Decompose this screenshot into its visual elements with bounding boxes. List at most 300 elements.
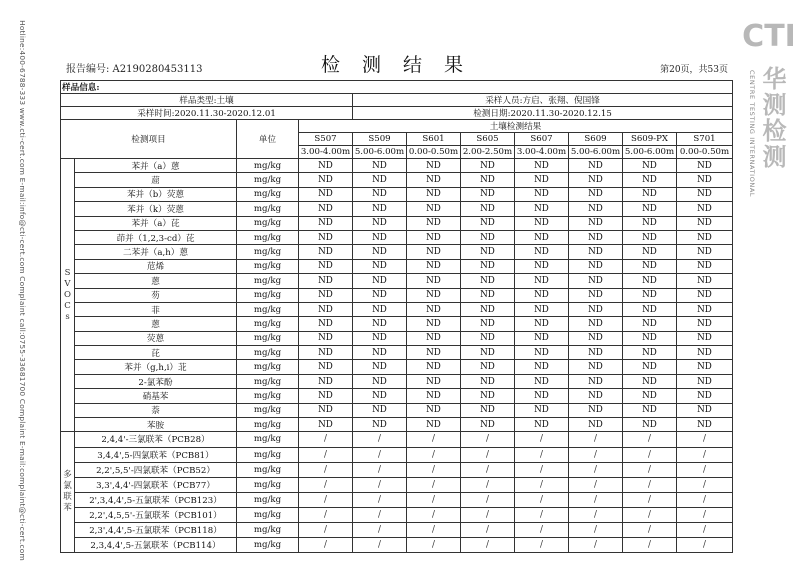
result-cell: / [407, 538, 461, 553]
result-cell: ND [515, 245, 569, 259]
result-cell: ND [623, 159, 677, 173]
result-cell: ND [299, 360, 353, 374]
result-cell: / [353, 522, 407, 537]
result-cell: / [407, 522, 461, 537]
result-cell: ND [515, 418, 569, 432]
group-header: 土壤检测结果 [299, 120, 733, 133]
item-unit: mg/kg [237, 302, 299, 316]
logo-english-name: CENTRE TESTING INTERNATIONAL [748, 70, 756, 198]
result-cell: ND [461, 173, 515, 187]
item-name: 苊烯 [75, 259, 237, 273]
result-cell: ND [515, 360, 569, 374]
item-name: 2',3,4,4',5-五氯联苯（PCB123） [75, 492, 237, 507]
item-name: 硝基苯 [75, 389, 237, 403]
result-cell: ND [461, 389, 515, 403]
depth-header: 3.00-4.00m [299, 146, 353, 159]
result-cell: ND [407, 288, 461, 302]
result-cell: / [569, 447, 623, 462]
result-cell: ND [677, 288, 733, 302]
result-cell: ND [353, 346, 407, 360]
item-unit: mg/kg [237, 346, 299, 360]
result-cell: / [623, 522, 677, 537]
result-cell: ND [407, 360, 461, 374]
depth-header: 0.00-0.50m [407, 146, 461, 159]
result-cell: ND [677, 259, 733, 273]
result-cell: ND [299, 302, 353, 316]
result-cell: ND [677, 230, 733, 244]
result-cell: ND [623, 173, 677, 187]
table-row [61, 389, 733, 403]
result-cell: ND [407, 331, 461, 345]
result-cell: / [353, 432, 407, 447]
result-cell: / [515, 447, 569, 462]
result-cell: ND [569, 418, 623, 432]
table-row [61, 432, 733, 447]
item-unit: mg/kg [237, 418, 299, 432]
item-unit: mg/kg [237, 331, 299, 345]
item-unit: mg/kg [237, 187, 299, 201]
result-cell: ND [407, 274, 461, 288]
table-row [61, 159, 733, 173]
result-cell: ND [353, 187, 407, 201]
table-row [61, 507, 733, 522]
result-cell: ND [515, 259, 569, 273]
item-name: 苯并（k）荧蒽 [75, 202, 237, 216]
result-cell: ND [569, 216, 623, 230]
result-cell: ND [353, 202, 407, 216]
result-cell: ND [569, 331, 623, 345]
result-cell: ND [515, 173, 569, 187]
result-cell: / [407, 507, 461, 522]
result-cell: ND [623, 302, 677, 316]
result-cell: ND [353, 389, 407, 403]
item-name: 2,2',4,5,5'-五氯联苯（PCB101） [75, 507, 237, 522]
table-row [61, 418, 733, 432]
result-cell: / [569, 477, 623, 492]
result-cell: ND [569, 317, 623, 331]
page-title: 检 测 结 果 [320, 54, 472, 76]
item-unit: mg/kg [237, 403, 299, 417]
item-name: 茚并（1,2,3-cd）芘 [75, 230, 237, 244]
item-unit: mg/kg [237, 462, 299, 477]
result-cell: ND [353, 403, 407, 417]
result-cell: / [515, 462, 569, 477]
result-cell: ND [515, 331, 569, 345]
result-cell: ND [461, 331, 515, 345]
result-cell: ND [353, 259, 407, 273]
table-row [61, 317, 733, 331]
result-cell: ND [353, 230, 407, 244]
result-cell: ND [461, 317, 515, 331]
result-cell: ND [569, 360, 623, 374]
result-cell: ND [353, 317, 407, 331]
result-cell: / [515, 538, 569, 553]
result-cell: ND [677, 173, 733, 187]
result-cell: / [299, 477, 353, 492]
result-cell: ND [515, 159, 569, 173]
result-cell: / [299, 507, 353, 522]
result-cell: / [677, 447, 733, 462]
result-cell: / [569, 462, 623, 477]
item-unit: mg/kg [237, 447, 299, 462]
sampling-time: 采样时间:2020.11.30-2020.12.01 [61, 107, 353, 120]
item-unit: mg/kg [237, 538, 299, 553]
result-cell: / [677, 477, 733, 492]
result-cell: / [353, 462, 407, 477]
result-cell: / [623, 447, 677, 462]
table-row [61, 403, 733, 417]
result-cell: / [461, 447, 515, 462]
table-row [61, 538, 733, 553]
item-name: 荧蒽 [75, 331, 237, 345]
result-cell: ND [299, 259, 353, 273]
result-cell: / [461, 432, 515, 447]
results-table [60, 80, 733, 553]
item-unit: mg/kg [237, 507, 299, 522]
item-name: 苯并（a）蒽 [75, 159, 237, 173]
item-name: 2,3,4,4',5-五氯联苯（PCB114） [75, 538, 237, 553]
result-cell: / [461, 477, 515, 492]
result-cell: ND [407, 216, 461, 230]
result-cell: ND [569, 346, 623, 360]
item-name: 苯并（g,h,i）苝 [75, 360, 237, 374]
result-cell: ND [677, 302, 733, 316]
result-cell: ND [515, 187, 569, 201]
result-cell: ND [569, 374, 623, 388]
result-cell: ND [461, 202, 515, 216]
result-cell: ND [299, 403, 353, 417]
result-cell: ND [299, 159, 353, 173]
result-cell: ND [623, 346, 677, 360]
result-cell: ND [623, 259, 677, 273]
result-cell: ND [461, 259, 515, 273]
item-name: 3,4,4',5-四氯联苯（PCB81） [75, 447, 237, 462]
table-row [61, 346, 733, 360]
result-cell: ND [299, 288, 353, 302]
result-cell: ND [515, 346, 569, 360]
result-cell: ND [299, 389, 353, 403]
result-cell: / [623, 462, 677, 477]
result-cell: ND [299, 230, 353, 244]
result-cell: ND [677, 159, 733, 173]
result-cell: / [623, 432, 677, 447]
result-cell: / [677, 507, 733, 522]
result-cell: ND [407, 302, 461, 316]
result-cell: ND [461, 245, 515, 259]
item-name: 芴 [75, 288, 237, 302]
samplers: 采样人员:方启、张翔、倪国锋 [353, 94, 733, 107]
site-header: S605 [461, 133, 515, 146]
result-cell: ND [515, 288, 569, 302]
result-cell: / [299, 447, 353, 462]
result-cell: ND [353, 245, 407, 259]
sample-type: 样品类型:土壤 [61, 94, 353, 107]
table-row [61, 360, 733, 374]
depth-header: 5.00-6.00m [623, 146, 677, 159]
table-row [61, 173, 733, 187]
table-row [61, 374, 733, 388]
result-cell: ND [407, 317, 461, 331]
result-cell: ND [569, 259, 623, 273]
table-row [61, 245, 733, 259]
result-cell: ND [299, 331, 353, 345]
table-row [61, 522, 733, 537]
result-cell: ND [677, 216, 733, 230]
result-cell: / [569, 507, 623, 522]
result-cell: ND [677, 403, 733, 417]
item-name: 3,3',4,4'-四氯联苯（PCB77） [75, 477, 237, 492]
result-cell: ND [515, 403, 569, 417]
result-cell: ND [677, 202, 733, 216]
result-cell: ND [569, 274, 623, 288]
site-header: S609 [569, 133, 623, 146]
result-cell: ND [299, 346, 353, 360]
result-cell: ND [461, 159, 515, 173]
result-cell: ND [299, 245, 353, 259]
table-row [61, 447, 733, 462]
result-cell: / [407, 432, 461, 447]
result-cell: ND [407, 245, 461, 259]
result-cell: ND [569, 159, 623, 173]
result-cell: ND [461, 403, 515, 417]
result-cell: ND [515, 389, 569, 403]
result-cell: ND [461, 230, 515, 244]
table-row [61, 187, 733, 201]
result-cell: / [515, 522, 569, 537]
item-unit: mg/kg [237, 202, 299, 216]
cti-logo-text: CTI [742, 19, 796, 54]
result-cell: ND [677, 389, 733, 403]
result-cell: ND [623, 418, 677, 432]
result-cell: ND [353, 274, 407, 288]
company-logo [742, 10, 796, 220]
result-cell: / [623, 477, 677, 492]
item-unit: mg/kg [237, 245, 299, 259]
table-row [61, 216, 733, 230]
result-cell: / [677, 462, 733, 477]
table-row [61, 230, 733, 244]
item-unit: mg/kg [237, 317, 299, 331]
sample-info-row-2 [61, 107, 733, 120]
result-cell: / [407, 462, 461, 477]
result-cell: ND [461, 274, 515, 288]
item-name: 二苯并（a,h）蒽 [75, 245, 237, 259]
site-header: S507 [299, 133, 353, 146]
result-cell: ND [623, 288, 677, 302]
result-cell: ND [461, 302, 515, 316]
result-cell: ND [569, 403, 623, 417]
item-unit: mg/kg [237, 288, 299, 302]
item-unit: mg/kg [237, 374, 299, 388]
result-cell: ND [515, 202, 569, 216]
item-unit: mg/kg [237, 492, 299, 507]
cti-logo-icon [742, 10, 796, 56]
result-cell: ND [407, 374, 461, 388]
result-cell: / [461, 462, 515, 477]
sample-info-row-1 [61, 94, 733, 107]
result-cell: ND [677, 418, 733, 432]
item-unit: mg/kg [237, 159, 299, 173]
result-cell: ND [677, 360, 733, 374]
result-cell: ND [407, 173, 461, 187]
site-header: S607 [515, 133, 569, 146]
result-cell: ND [461, 216, 515, 230]
page-number: 第20页，共53页 [660, 65, 728, 75]
result-cell: ND [299, 187, 353, 201]
site-header: S609-PX [623, 133, 677, 146]
result-cell: ND [299, 317, 353, 331]
result-cell: ND [353, 374, 407, 388]
item-name: 蒽 [75, 274, 237, 288]
result-cell: / [407, 492, 461, 507]
result-cell: ND [677, 331, 733, 345]
result-cell: ND [299, 274, 353, 288]
table-row [61, 462, 733, 477]
item-name: 萘 [75, 403, 237, 417]
result-cell: / [461, 538, 515, 553]
result-cell: ND [623, 389, 677, 403]
result-cell: ND [461, 346, 515, 360]
table-row [61, 492, 733, 507]
result-cell: ND [353, 360, 407, 374]
result-cell: / [299, 462, 353, 477]
result-cell: ND [623, 403, 677, 417]
item-unit: mg/kg [237, 389, 299, 403]
result-cell: ND [623, 331, 677, 345]
result-cell: ND [353, 216, 407, 230]
sample-info-title: 样品信息: [61, 81, 733, 94]
sample-info-title-row [61, 81, 733, 94]
result-cell: ND [299, 173, 353, 187]
result-cell: / [353, 447, 407, 462]
result-cell: ND [407, 389, 461, 403]
depth-header: 2.00-2.50m [461, 146, 515, 159]
item-name: 蒽 [75, 317, 237, 331]
item-name: 芘 [75, 346, 237, 360]
result-cell: ND [569, 245, 623, 259]
depth-header: 0.00-0.50m [677, 146, 733, 159]
result-cell: ND [569, 173, 623, 187]
contact-text: Hotline:400-6788-333 www.cti-cert.com E-mail:info@cti-cert.com Complaint call:0755-33681700 Complaint E-mail:complaint@cti-cert.com [17, 19, 27, 561]
item-unit: mg/kg [237, 173, 299, 187]
item-unit: mg/kg [237, 274, 299, 288]
result-cell: ND [407, 346, 461, 360]
result-cell: ND [407, 230, 461, 244]
result-cell: ND [353, 288, 407, 302]
item-name: 2-氯苯酚 [75, 374, 237, 388]
result-cell: ND [461, 418, 515, 432]
result-cell: ND [677, 317, 733, 331]
table-row [61, 202, 733, 216]
result-cell: ND [569, 389, 623, 403]
table-row [61, 259, 733, 273]
result-cell: ND [461, 288, 515, 302]
result-cell: ND [299, 418, 353, 432]
depth-header: 5.00-6.00m [569, 146, 623, 159]
item-unit: mg/kg [237, 259, 299, 273]
result-cell: ND [677, 245, 733, 259]
result-cell: / [623, 538, 677, 553]
result-cell: ND [407, 159, 461, 173]
table-row [61, 477, 733, 492]
result-cell: ND [461, 187, 515, 201]
result-cell: / [569, 432, 623, 447]
result-cell: / [407, 447, 461, 462]
result-cell: / [461, 492, 515, 507]
result-cell: / [353, 492, 407, 507]
result-cell: / [461, 522, 515, 537]
table-row [61, 288, 733, 302]
result-cell: ND [677, 346, 733, 360]
side-contact-strip [4, 19, 40, 561]
result-cell: ND [677, 374, 733, 388]
result-cell: / [515, 477, 569, 492]
item-unit: mg/kg [237, 360, 299, 374]
result-cell: / [515, 507, 569, 522]
result-cell: ND [569, 288, 623, 302]
item-name: 2,2',5,5'-四氯联苯（PCB52） [75, 462, 237, 477]
result-cell: / [515, 492, 569, 507]
unit-header: 单位 [237, 120, 299, 159]
result-cell: / [623, 507, 677, 522]
result-cell: ND [623, 202, 677, 216]
item-header: 检测项目 [61, 120, 237, 159]
result-cell: ND [407, 403, 461, 417]
site-header: S509 [353, 133, 407, 146]
result-cell: ND [299, 216, 353, 230]
result-cell: ND [461, 360, 515, 374]
item-name: 苯并（a）芘 [75, 216, 237, 230]
result-cell: ND [407, 418, 461, 432]
result-cell: ND [461, 374, 515, 388]
result-cell: / [353, 538, 407, 553]
result-cell: / [461, 507, 515, 522]
result-cell: ND [623, 245, 677, 259]
table-row [61, 331, 733, 345]
result-cell: ND [407, 259, 461, 273]
item-name: 䓛 [75, 173, 237, 187]
item-unit: mg/kg [237, 432, 299, 447]
result-cell: ND [353, 159, 407, 173]
result-cell: / [569, 492, 623, 507]
result-cell: ND [623, 360, 677, 374]
header-row-1 [61, 120, 733, 133]
result-cell: ND [515, 317, 569, 331]
item-unit: mg/kg [237, 216, 299, 230]
result-cell: / [353, 507, 407, 522]
svoc-group-label: S V O C s [61, 159, 75, 432]
result-cell: / [623, 492, 677, 507]
result-cell: / [407, 477, 461, 492]
result-cell: ND [569, 230, 623, 244]
result-cell: / [515, 432, 569, 447]
depth-header: 5.00-6.00m [353, 146, 407, 159]
table-row [61, 274, 733, 288]
result-cell: ND [515, 302, 569, 316]
result-cell: ND [299, 202, 353, 216]
result-cell: ND [515, 374, 569, 388]
result-cell: ND [353, 418, 407, 432]
result-cell: ND [515, 216, 569, 230]
site-header: S701 [677, 133, 733, 146]
item-name: 菲 [75, 302, 237, 316]
result-cell: ND [623, 230, 677, 244]
result-cell: / [299, 538, 353, 553]
item-name: 2,4,4'-三氯联苯（PCB28） [75, 432, 237, 447]
pcb-group-label: 多 氯 联 苯 [61, 432, 75, 553]
result-cell: ND [677, 187, 733, 201]
result-cell: ND [623, 274, 677, 288]
